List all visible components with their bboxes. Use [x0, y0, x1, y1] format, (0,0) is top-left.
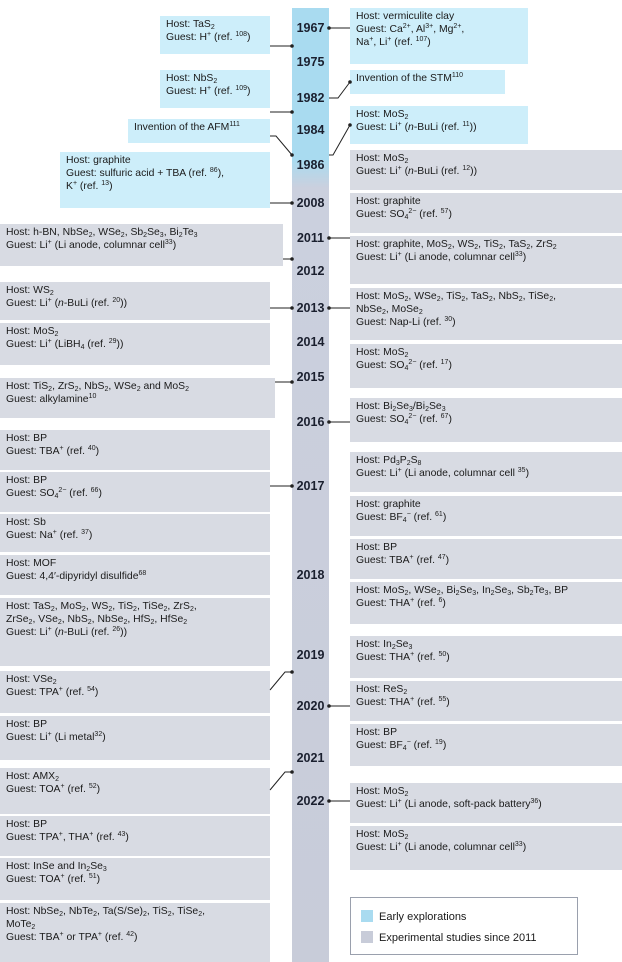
year-label-1986: 1986 [296, 158, 325, 172]
entry-box-r-2017b [350, 496, 622, 536]
year-label-2022: 2022 [296, 794, 325, 808]
entry-line: MoTe$_2$ [6, 919, 36, 932]
entry-box-r-1982 [350, 70, 505, 94]
legend-item-early [361, 910, 466, 924]
entry-line: Host: $In_2Se_3$ [356, 639, 413, 651]
entry-box-l-2021c [0, 858, 270, 900]
entry-box-l-1967 [160, 16, 270, 54]
entry-line: Guest: $BF_4^-$ (ref. $^{61}$) [356, 511, 447, 525]
entry-line: Host: MoS$_2$ [356, 347, 409, 359]
entry-line: Guest: Li+ (n-BuLi (ref. $^{26}$)) [6, 626, 128, 639]
entry-line: Host: MoS$_2$ [356, 109, 409, 121]
entry-line: Host: $WS_2$ [6, 285, 54, 297]
entry-box-r-2020a [350, 681, 622, 721]
entry-line: Host: VSe$_2$ [6, 674, 57, 686]
entry-line: Host: MoS$_2$ [356, 153, 409, 165]
year-label-2021: 2021 [296, 751, 325, 765]
entry-line: Host: $Pd_3P_2S_8$ [356, 455, 422, 467]
entry-line: Guest: Li+ (Li anode, columnar cell$^{33}$) [6, 239, 177, 252]
entry-box-l-2015 [0, 378, 275, 418]
entry-line: Host: ReS$_2$ [356, 684, 408, 696]
entry-line: Host: $Bi_2Se_3/Bi_2Se_3$ [356, 401, 446, 413]
year-label-2012: 2012 [296, 264, 325, 278]
entry-box-l-2020 [0, 716, 270, 760]
entry-line: Guest: Na+ (ref. $^{37}$) [6, 529, 93, 542]
entry-line: Guest: Li+ (n-BuLi (ref. $^{12}$)) [356, 165, 478, 178]
entry-line: Host: MOF [6, 558, 57, 569]
entry-line: Host: TaS$_2$, MoS$_2$, $WS_2$, TiS$_2$, TiSe$_2$, ZrS$_2$, [6, 601, 197, 613]
entry-line: Host: h-BN, NbSe$_2$, WSe$_2$, $Sb_2Se_3$, $Bi_2Te_3$ [6, 227, 198, 239]
entry-line: Guest: Li+ (Li anode, columnar cell $^{35}$) [356, 467, 530, 480]
entry-line: Invention of the STM$^{110}$ [356, 72, 464, 84]
entry-line: Guest: H+ (ref. $^{109}$) [166, 85, 251, 98]
entry-box-l-2014 [0, 323, 270, 365]
year-label-2017: 2017 [296, 479, 325, 493]
entry-line: Host: InSe and $In_2Se_3$ [6, 861, 107, 873]
entry-line: Invention of the AFM$^{111}$ [134, 121, 240, 133]
year-label-2015: 2015 [296, 370, 325, 384]
entry-box-l-2018 [0, 598, 270, 666]
entry-box-r-2008 [350, 193, 622, 233]
connector-l-2021a [270, 772, 292, 790]
entry-line: Guest: TBA+ (ref. $^{47}$) [356, 554, 450, 567]
entry-line: Host: graphite [356, 499, 421, 510]
year-label-2016: 2016 [296, 415, 325, 429]
entry-line: Guest: TBA+ (ref. $^{40}$) [6, 445, 100, 458]
year-label-2011: 2011 [296, 231, 325, 245]
entry-line: Guest: Li+ (LiBH$_4$ (ref. $^{29}$)) [6, 338, 124, 352]
entry-box-r-2011 [350, 236, 622, 284]
year-label-1982: 1982 [296, 91, 325, 105]
entry-line: Guest: TBA+ or TPA+ (ref. $^{42}$) [6, 931, 138, 944]
year-label-2019: 2019 [296, 648, 325, 662]
entry-box-r-2022b [350, 826, 622, 870]
year-label-1967: 1967 [296, 21, 325, 35]
entry-line: Guest: $SO_4^{2-}$ (ref. $^{17}$) [356, 359, 452, 373]
entry-line: Guest: TPA+ (ref. $^{54}$) [6, 686, 99, 699]
entry-line: Host: MoS$_2$ [356, 829, 409, 841]
connector-r-1984 [329, 125, 350, 155]
connector-r-1982 [329, 82, 350, 98]
entry-line: Host: MoS$_2$ [356, 786, 409, 798]
entry-line: NbSe$_2$, MoSe$_2$ [356, 304, 423, 317]
entry-box-l-2013 [0, 282, 270, 320]
entry-line: Guest: TOA+ (ref. $^{52}$) [6, 783, 101, 796]
entry-line: Host: NbSe$_2$, NbTe$_2$, $Ta(S/Se)_2$, TiS$_2$, TiSe$_2$, [6, 906, 205, 918]
entry-box-r-2019 [350, 636, 622, 678]
entry-line: Host: Sb [6, 517, 46, 528]
legend [350, 897, 578, 955]
entry-box-l-2017d [0, 555, 270, 595]
entry-line: Guest: Li+ (Li anode, soft-pack battery$^{36}$) [356, 798, 542, 811]
connector-l-1984 [270, 136, 292, 155]
entry-box-r-2020b [350, 724, 622, 766]
entry-box-l-2017b [0, 472, 270, 512]
entry-line: Host: BP [356, 727, 397, 738]
entry-box-r-2015 [350, 344, 622, 388]
entry-line: K+ (ref. $^{13}$) [66, 180, 113, 193]
entry-line: Guest: TPA+, THA+ (ref. $^{43}$) [6, 831, 129, 844]
entry-box-l-1986 [60, 152, 270, 208]
entry-line: Host: MoS$_2$, WSe$_2$, $Bi_2Se_3$, $In_2Se_3$, $Sb_2Te_3$, BP [356, 585, 569, 597]
entry-box-r-1986 [350, 150, 622, 190]
year-label-2008: 2008 [296, 196, 325, 210]
entry-box-l-2017c [0, 514, 270, 552]
entry-line: Guest: $BF_4^-$ (ref. $^{19}$) [356, 739, 447, 753]
entry-line: Host: NbS$_2$ [166, 73, 218, 85]
entry-box-r-2013 [350, 288, 622, 340]
entry-line: Host: graphite [66, 155, 131, 166]
legend-label-early: Early explorations [379, 911, 467, 923]
entry-box-l-2021d [0, 903, 270, 962]
entry-box-r-1967 [350, 8, 528, 64]
entry-line: Guest: Li+ (n-BuLi (ref. $^{20}$)) [6, 297, 128, 310]
entry-box-l-2019 [0, 671, 270, 713]
year-label-1984: 1984 [296, 123, 325, 137]
entry-box-r-2022a [350, 783, 622, 823]
entry-line: Guest: Nap-Li (ref. $^{30}$) [356, 316, 456, 329]
year-label-2018: 2018 [296, 568, 325, 582]
entry-line: Guest: $SO_4^{2-}$ (ref. $^{66}$) [6, 487, 102, 501]
entry-line: Guest: $SO_4^{2-}$ (ref. $^{57}$) [356, 208, 452, 222]
legend-label-experimental: Experimental studies since 2011 [379, 932, 537, 944]
legend-item-experimental [361, 931, 537, 945]
entry-box-l-1982 [160, 70, 270, 108]
entry-line: Guest: $Ca^{2+}$, $Al^{3+}$, $Mg^{2+}$, [356, 23, 465, 36]
entry-line: Guest: THA+ (ref. $^6$) [356, 597, 446, 610]
connector-l-2019 [270, 672, 292, 690]
entry-box-l-2021a [0, 768, 270, 814]
year-label-2013: 2013 [296, 301, 325, 315]
entry-line: Host: MoS$_2$ [6, 326, 59, 338]
year-label-2014: 2014 [296, 335, 325, 349]
legend-swatch-experimental [361, 931, 373, 943]
entry-box-r-2017a [350, 452, 622, 492]
entry-line: Host: graphite [356, 196, 421, 207]
entry-line: Guest: TOA+ (ref. $^{51}$) [6, 873, 101, 886]
entry-line: Guest: alkylamine$^{10}$ [6, 393, 97, 406]
entry-line: Guest: THA+ (ref. $^{50}$) [356, 651, 450, 664]
entry-line: Guest: Li+ (Li anode, columnar cell$^{33}$) [356, 841, 527, 854]
entry-line: Host: graphite, MoS$_2$, $WS_2$, TiS$_2$, TaS$_2$, ZrS$_2$ [356, 239, 557, 251]
entry-line: Guest: Li+ (n-BuLi (ref. $^{11}$)) [356, 121, 477, 134]
entry-line: Host: BP [6, 433, 47, 444]
year-label-2020: 2020 [296, 699, 325, 713]
year-label-1975: 1975 [296, 55, 325, 69]
entry-box-l-1984 [128, 119, 270, 143]
entry-line: Na+, Li+ (ref. $^{107}$) [356, 36, 431, 49]
entry-line: ZrSe$_2$, VSe$_2$, NbS$_2$, NbSe$_2$, HfS$_2$, HfSe$_2$ [6, 614, 188, 627]
entry-box-r-1984 [350, 106, 528, 144]
entry-line: Guest: $SO_4^{2-}$ (ref. $^{67}$) [356, 413, 452, 427]
legend-swatch-early [361, 910, 373, 922]
entry-line: Guest: Li+ (Li metal$^{32}$) [6, 731, 106, 744]
entry-line: Host: TaS$_2$ [166, 19, 215, 31]
entry-line: Guest: THA+ (ref. $^{55}$) [356, 696, 450, 709]
entry-line: Host: $AMX_2$ [6, 771, 59, 783]
entry-line: Guest: Li+ (Li anode, columnar cell$^{33}$) [356, 251, 527, 264]
entry-line: Host: MoS$_2$, WSe$_2$, TiS$_2$, TaS$_2$, NbS$_2$, TiSe$_2$, [356, 291, 557, 303]
entry-line: Host: vermiculite clay [356, 11, 455, 22]
entry-line: Guest: sulfuric acid + TBA (ref. $^{86}$), [66, 167, 225, 180]
entry-box-l-2021b [0, 816, 270, 856]
entry-box-l-2017a [0, 430, 270, 470]
entry-line: Host: BP [6, 819, 47, 830]
entry-line: Host: BP [356, 542, 397, 553]
entry-line: Guest: 4,4′-dipyridyl disulfide$^{68}$ [6, 570, 147, 583]
entry-line: Host: BP [6, 475, 47, 486]
entry-box-r-2018a [350, 539, 622, 579]
entry-box-r-2016 [350, 398, 622, 442]
entry-box-l-2011 [0, 224, 283, 266]
entry-box-r-2018b [350, 582, 622, 624]
entry-line: Host: BP [6, 719, 47, 730]
entry-line: Host: TiS$_2$, ZrS$_2$, NbS$_2$, WSe$_2$ and MoS$_2$ [6, 381, 189, 393]
entry-line: Guest: H+ (ref. $^{108}$) [166, 31, 251, 44]
